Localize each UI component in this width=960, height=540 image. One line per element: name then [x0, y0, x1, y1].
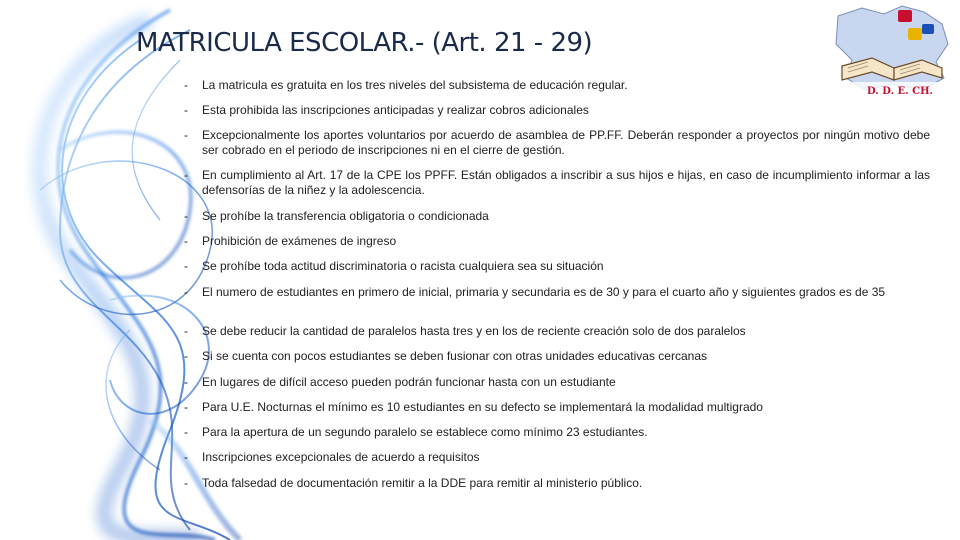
list-item [182, 209, 930, 224]
list-item-text: Se prohíbe toda actitud discriminatoria o racista cualquiera sea su situación [202, 259, 604, 273]
list-item-text: El numero de estudiantes en primero de inicial, primaria y secundaria es de 30 y para el cuarto año y siguientes grados es de 35 [202, 285, 886, 299]
list-item-text: Inscripciones excepcionales de acuerdo a requisitos [202, 450, 480, 464]
list-item [182, 450, 930, 465]
list-item [182, 375, 930, 390]
list-item-text: Se debe reducir la cantidad de paralelos hasta tres y en los de reciente creación solo de dos paralelos [202, 324, 746, 338]
list-item-text: Para la apertura de un segundo paralelo se establece como mínimo 23 estudiantes. [202, 425, 648, 439]
list-item [182, 400, 930, 415]
bullet-dash: - [184, 259, 188, 273]
list-item-text: Esta prohibida las inscripciones anticipadas y realizar cobros adicionales [202, 103, 589, 117]
bullet-dash: - [184, 234, 188, 248]
list-item [182, 168, 930, 198]
list-item [182, 476, 930, 491]
list-item [182, 425, 930, 440]
bullet-dash: - [184, 103, 188, 117]
bullet-dash: - [184, 78, 188, 92]
list-item [182, 78, 930, 93]
bullet-dash: - [184, 285, 188, 299]
list-item-text: La matricula es gratuita en los tres niveles del subsistema de educación regular. [202, 78, 628, 92]
list-item [182, 103, 930, 118]
bullet-dash: - [184, 476, 188, 490]
bullet-dash: - [184, 168, 188, 182]
logo-text: D. D. E. CH. [866, 86, 934, 97]
list-item-text: Toda falsedad de documentación remitir a la DDE para remitir al ministerio público. [202, 476, 643, 490]
list-item-text: En lugares de difícil acceso pueden podrán funcionar hasta con un estudiante [202, 375, 616, 389]
bullet-dash: - [184, 209, 188, 223]
bullet-dash: - [184, 324, 188, 338]
list-item-text: Si se cuenta con pocos estudiantes se deben fusionar con otras unidades educativas cercanas [202, 349, 707, 363]
list-item-text: Se prohíbe la transferencia obligatoria o condicionada [202, 209, 489, 223]
list-item-text: En cumplimiento al Art. 17 de la CPE los PPFF. Están obligados a inscribir a sus hijos e hijas, en caso de incumplimiento informar a las defensorías de la niñez y la adolescencia. [202, 168, 930, 197]
page-title: MATRICULA ESCOLAR.- (Art. 21 - 29) [136, 28, 593, 58]
list-item [182, 128, 930, 158]
bullet-dash: - [184, 400, 188, 414]
bullet-dash: - [184, 128, 188, 142]
list-item-text: Para U.E. Nocturnas el mínimo es 10 estudiantes en su defecto se implementará la modalidad multigrado [202, 400, 763, 414]
bullet-dash: - [184, 349, 188, 363]
list-item-text: Prohibición de exámenes de ingreso [202, 234, 397, 248]
list-item [182, 259, 930, 274]
list-item [182, 285, 930, 300]
list-item [182, 349, 930, 364]
bullet-dash: - [184, 375, 188, 389]
list-item [182, 234, 930, 249]
bullet-dash: - [184, 450, 188, 464]
list-item [182, 324, 930, 339]
bullet-dash: - [184, 425, 188, 439]
list-item-text: Excepcionalmente los aportes voluntarios por acuerdo de asamblea de PP.FF. Deberán responder a proyectos por ningún motivo debe ser cobrado en el periodo de inscripciones ni en el cierre de gestión. [202, 128, 930, 157]
